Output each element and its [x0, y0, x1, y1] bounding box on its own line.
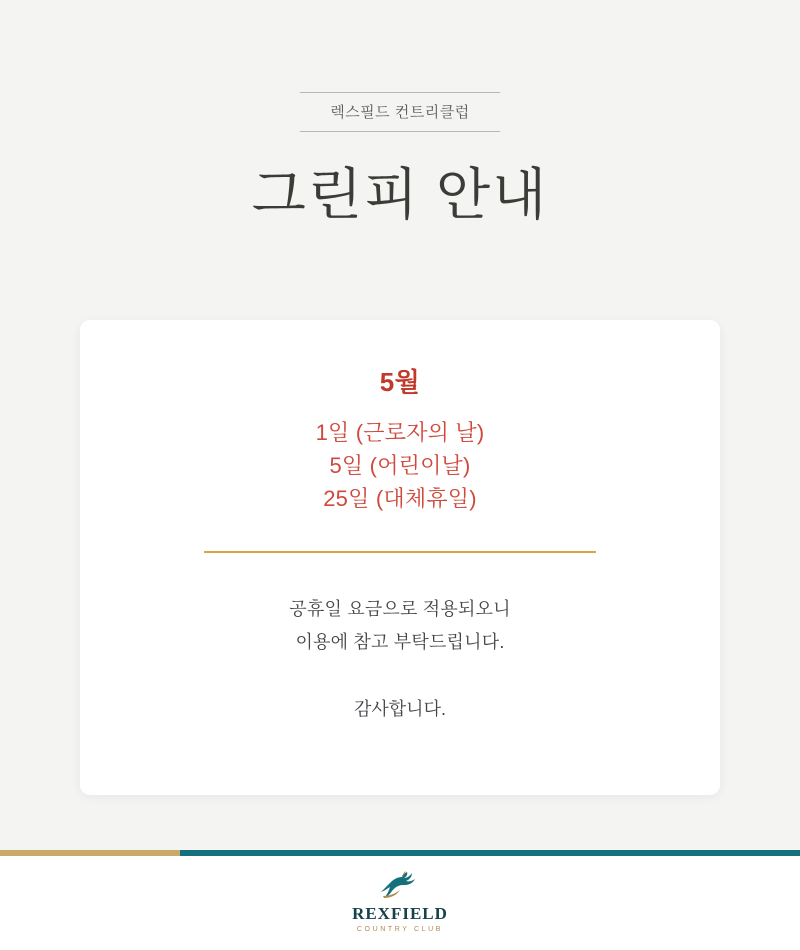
notice-line: 공휴일 요금으로 적용되오니: [289, 598, 511, 619]
holiday-list: [120, 416, 680, 515]
header: [0, 0, 800, 268]
list-item: 1일 (근로자의 날): [315, 419, 485, 445]
notice-line: 이용에 참고 부탁드립니다.: [295, 631, 505, 652]
card-area: [0, 320, 800, 795]
deer-icon: [377, 870, 423, 900]
notice-card: [80, 320, 720, 795]
page-title: 그린피 안내: [251, 165, 549, 227]
list-item: 25일 (대체휴일): [323, 485, 477, 511]
logo-name: REXFIELD: [352, 904, 448, 923]
club-name-rule: [300, 92, 500, 132]
month-label: 5월: [379, 366, 421, 397]
notice-text: [120, 593, 680, 659]
thanks-text: 감사합니다.: [354, 698, 446, 719]
footer: [0, 856, 800, 950]
logo: [352, 870, 448, 936]
spacer: [0, 795, 800, 850]
logo-subtitle: COUNTRY CLUB: [356, 926, 444, 933]
divider: [204, 551, 596, 553]
club-name: 렉스필드 컨트리클럽: [330, 104, 470, 121]
list-item: 5일 (어린이날): [329, 452, 471, 478]
